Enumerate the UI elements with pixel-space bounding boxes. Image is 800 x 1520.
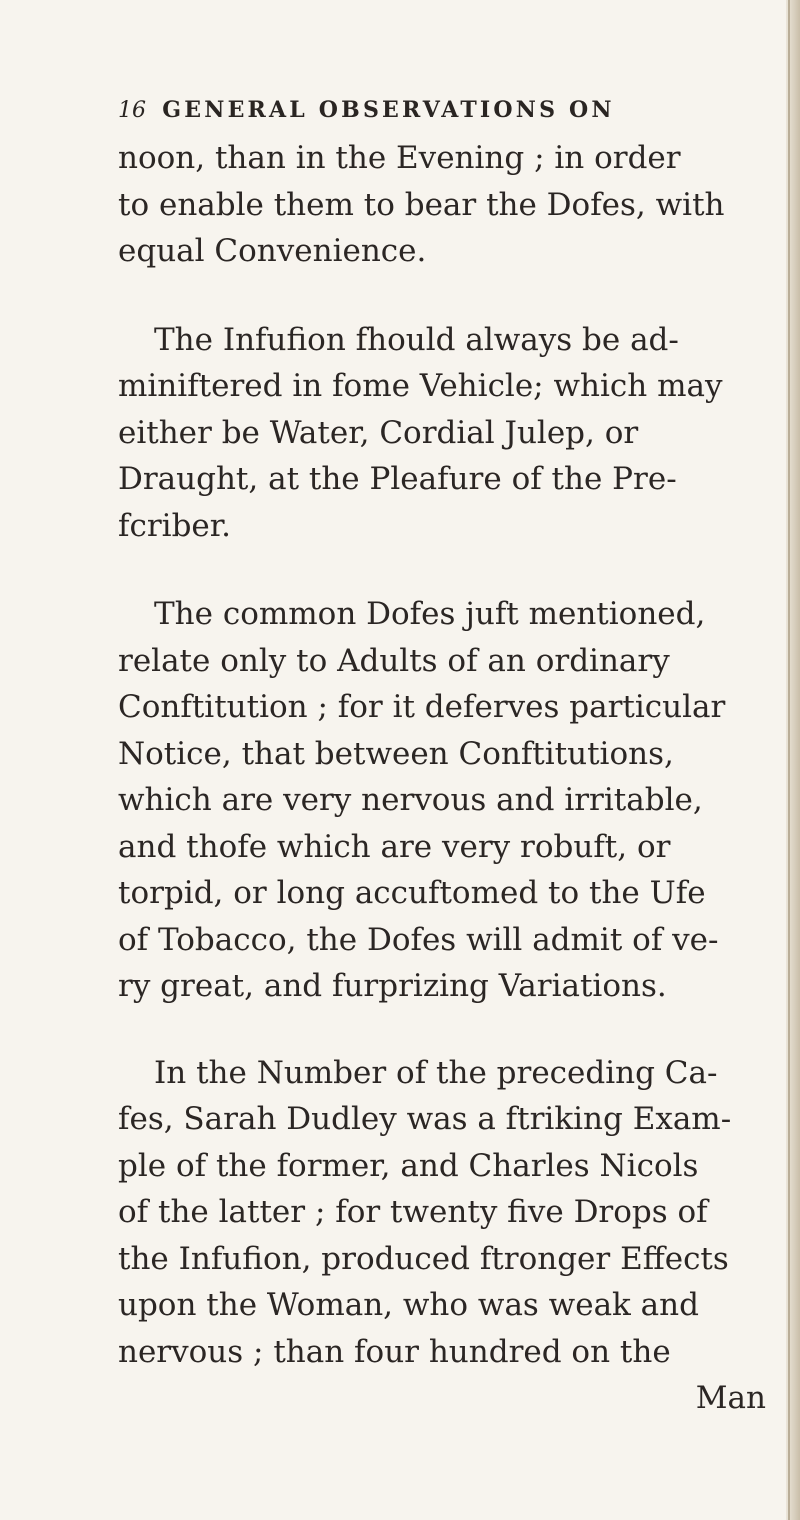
text-line: The common Dofes juft mentioned, [154, 596, 706, 632]
text-line: The Infufion fhould always be ad- [154, 321, 679, 358]
text-line: of the latter ; for twenty five Drops of [118, 1194, 708, 1230]
text-line: the Infufion, produced ftronger Effects [118, 1240, 729, 1277]
text-line: either be Water, Cordial Julep, or [118, 414, 639, 451]
page-number: 16 [118, 98, 146, 123]
catchword: Man [695, 1380, 766, 1416]
text-line: Draught, at the Pleafure of the Pre- [118, 461, 677, 497]
text-line: fes, Sarah Dudley was a ftriking Exam- [118, 1101, 732, 1137]
text-line: Notice, that between Conftitutions, [118, 735, 674, 772]
text-line: fcriber. [118, 507, 232, 544]
text-line: nervous ; than four hundred on the [118, 1333, 671, 1370]
text-line: Conftitution ; for it deferves particular [118, 689, 726, 725]
text-line: ry great, and furprizing Variations. [118, 968, 667, 1004]
paragraph-3 [118, 591, 778, 1010]
running-head: GENERAL OBSERVATIONS ON [162, 97, 615, 123]
body-text [118, 135, 778, 1422]
paragraph-4 [118, 1050, 778, 1376]
paragraph-gap [118, 275, 778, 317]
text-line: upon the Woman, who was weak and [118, 1287, 699, 1323]
paragraph-1 [118, 135, 778, 275]
text-line: relate only to Adults of an ordinary [118, 642, 670, 679]
text-line: to enable them to bear the Dofes, with [118, 186, 725, 223]
text-line: noon, than in the Evening ; in order [118, 140, 681, 176]
page-header [118, 97, 768, 123]
text-line: equal Convenience. [118, 233, 427, 269]
page-edge-line [788, 0, 790, 1520]
text-line: ple of the former, and Charles Nicols [118, 1147, 699, 1184]
text-line: and thofe which are very robuft, or [118, 828, 671, 865]
text-line: miniftered in fome Vehicle; which may [118, 368, 723, 404]
paragraph-gap [118, 549, 778, 591]
paragraph-gap [118, 1010, 778, 1050]
text-line: torpid, or long accuftomed to the Ufe [118, 875, 706, 911]
text-line: of Tobacco, the Dofes will admit of ve- [118, 921, 719, 958]
paragraph-2 [118, 317, 778, 550]
text-line: which are very nervous and irritable, [118, 782, 703, 818]
text-line: In the Number of the preceding Ca- [154, 1054, 718, 1091]
